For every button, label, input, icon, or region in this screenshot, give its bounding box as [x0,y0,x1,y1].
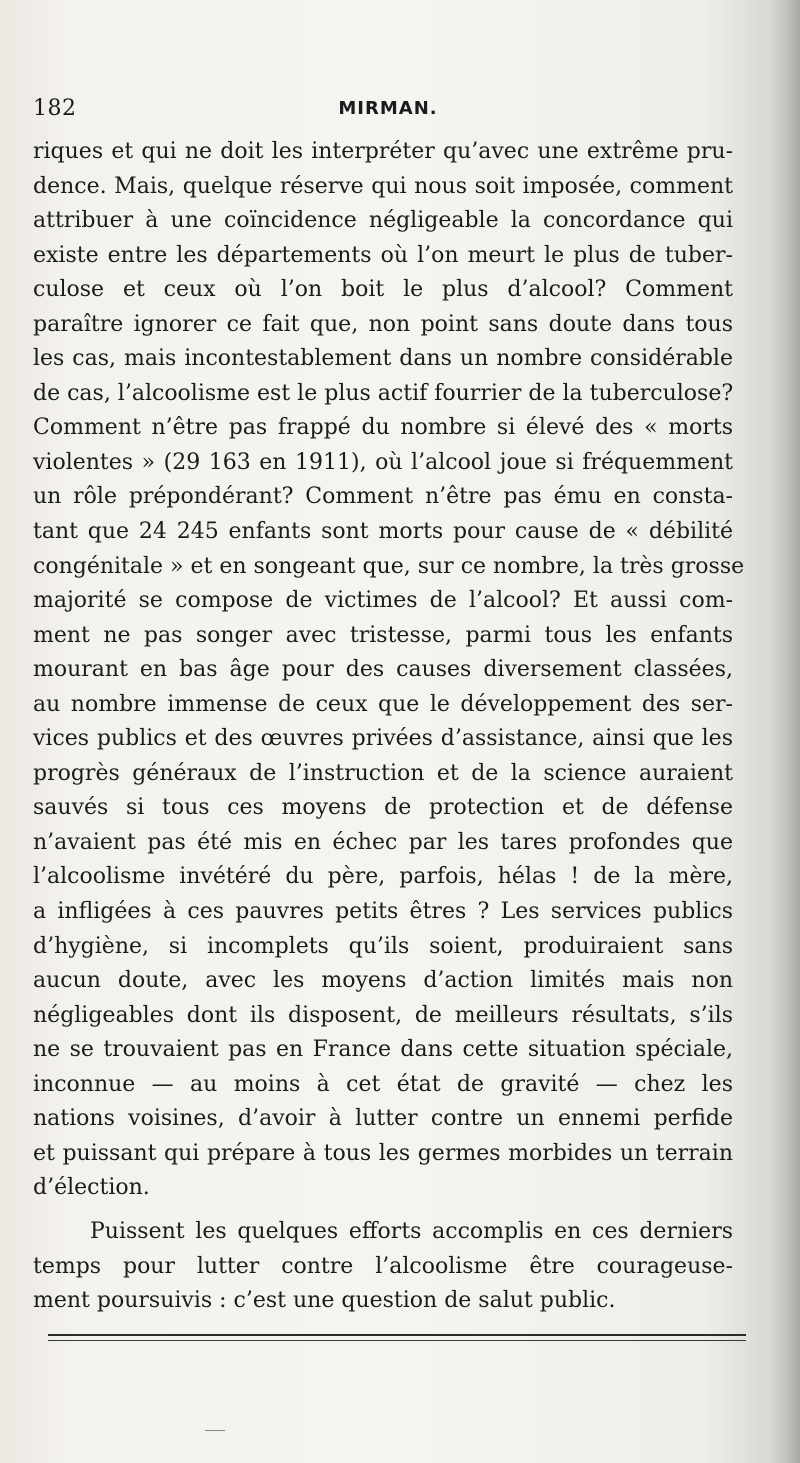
text-line: les cas, mais incontestablement dans un nombre considérable [33,346,733,372]
text-line: majorité se compose de victimes de l’alcool? Et aussi com- [33,588,733,614]
text-line: Comment n’être pas frappé du nombre si élevé des « morts [33,415,733,441]
text-line: ment ne pas songer avec tristesse, parmi tous les enfants [33,622,733,648]
running-head: MIRMAN. [338,98,438,119]
text-line: nations voisines, d’avoir à lutter contre un ennemi perfide [33,1106,733,1132]
paragraph [33,135,745,1206]
text-line: n’avaient pas été mis en échec par les tares profondes que [33,829,733,855]
text-line: inconnue — au moins à cet état de gravité — chez les [33,1071,733,1097]
text-line: aucun doute, avec les moyens d’action limités mais non [33,968,733,994]
footer-mark [205,1430,225,1431]
text-line: temps pour lutter contre l’alcoolisme être courageuse- [33,1253,733,1279]
text-line: congénitale » et en songeant que, sur ce nombre, la très grosse [33,553,745,579]
text-line: d’hygiène, si incomplets qu’ils soient, produiraient sans [33,933,733,959]
page-edge-shadow [770,0,800,1463]
text-line: existe entre les départements où l’on meurt le plus de tuber- [33,242,733,268]
text-line: progrès généraux de l’instruction et de la science auraient [33,760,733,786]
text-line: de cas, l’alcoolisme est le plus actif fourrier de la tuberculose? [33,380,734,406]
text-line: ne se trouvaient pas en France dans cette situation spéciale, [33,1037,733,1063]
text-line: culose et ceux où l’on boit le plus d’alcool? Comment [33,277,733,303]
text-line: riques et qui ne doit les interpréter qu’avec une extrême pru- [33,139,733,164]
text-line: a infligées à ces pauvres petits êtres ? Les services publics [33,899,733,925]
text-line: l’alcoolisme invétéré du père, parfois, hélas ! de la mère, [33,864,733,890]
text-line: attribuer à une coïncidence négligeable la concordance qui [33,208,733,234]
text-line: d’élection. [33,1175,150,1201]
text-line: sauvés si tous ces moyens de protection et de défense [33,795,733,821]
closing-rule-thin [48,1340,746,1341]
page-header [33,96,743,126]
text-line: négligeables dont ils disposent, de meilleurs résultats, s’ils [33,1002,733,1028]
paragraph [33,1215,733,1319]
text-line: et puissant qui prépare à tous les germes morbides un terrain [33,1140,733,1166]
closing-rule-thick [48,1334,746,1336]
paragraph-gap [33,1206,733,1215]
text-line: ment poursuivis : c’est une question de salut public. [33,1288,616,1314]
text-line: paraître ignorer ce fait que, non point sans doute dans tous [33,311,733,337]
page-number: 182 [33,96,77,121]
text-line: mourant en bas âge pour des causes diversement classées, [33,657,733,683]
text-line: Puissent les quelques efforts accomplis en ces derniers [90,1218,733,1244]
text-line: un rôle prépondérant? Comment n’être pas ému en consta- [33,484,733,510]
text-line: tant que 24 245 enfants sont morts pour cause de « débilité [33,519,733,545]
body-text [33,135,745,1319]
text-line: au nombre immense de ceux que le développement des ser- [33,691,733,717]
text-line: vices publics et des œuvres privées d’assistance, ainsi que les [33,726,733,752]
text-line: dence. Mais, quelque réserve qui nous soit imposée, comment [33,173,733,199]
text-line: violentes » (29 163 en 1911), où l’alcool joue si fréquemment [33,449,733,475]
